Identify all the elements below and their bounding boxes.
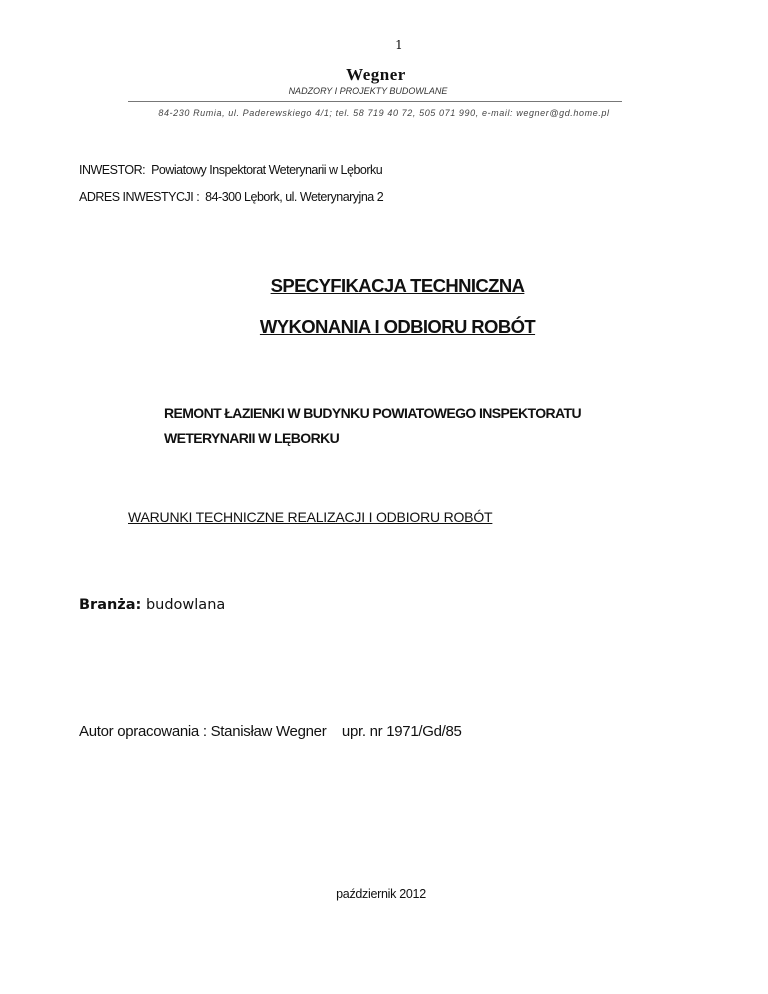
- subject-line-1: REMONT ŁAZIENKI W BUDYNKU POWIATOWEGO INSPEKTORATU: [164, 405, 581, 421]
- investment-address-label: ADRES INWESTYCJI :: [79, 190, 200, 204]
- author-name: Stanisław Wegner: [210, 723, 327, 740]
- header-divider: [128, 101, 622, 102]
- company-address: 84-230 Rumia, ul. Paderewskiego 4/1; tel. 58 719 40 72, 505 071 990, e-mail: wegner@gd.home.pl: [158, 108, 610, 118]
- page-number: 1: [395, 38, 403, 52]
- author-label: Autor opracowania :: [79, 723, 207, 740]
- company-logo-text: Wegner: [346, 65, 406, 84]
- investment-address-value: 84-300 Lębork, ul. Weterynaryjna 2: [205, 190, 384, 204]
- author-line: [79, 723, 462, 740]
- branch-value: budowlana: [145, 597, 226, 613]
- document-title-line-1: SPECYFIKACJA TECHNICZNA: [270, 275, 525, 296]
- branch-label: Branża:: [79, 597, 142, 613]
- author-license: upr. nr 1971/Gd/85: [341, 723, 462, 740]
- branch-line: [79, 597, 225, 613]
- document-date: październik 2012: [336, 887, 426, 901]
- investor-label: INWESTOR:: [79, 163, 146, 177]
- investor-line: [79, 163, 382, 177]
- conditions-heading: WARUNKI TECHNICZNE REALIZACJI I ODBIORU ROBÓT: [128, 509, 493, 525]
- investor-value: Powiatowy Inspektorat Weterynarii w Lęborku: [151, 163, 383, 177]
- subject-line-2: WETERYNARII W LĘBORKU: [164, 430, 340, 446]
- document-title-line-2: WYKONANIA I ODBIORU ROBÓT: [259, 316, 536, 337]
- investment-address-line: [79, 190, 383, 204]
- company-subtitle: NADZORY I PROJEKTY BUDOWLANE: [288, 86, 448, 96]
